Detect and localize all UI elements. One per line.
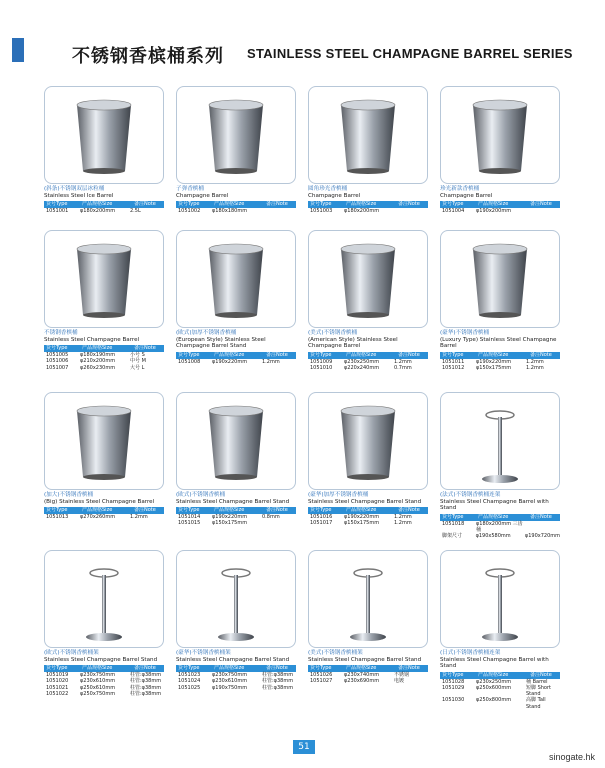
spec-code: 1051001 bbox=[46, 208, 69, 215]
product-name-cn: (豪华)不锈钢香槟桶架 bbox=[176, 650, 231, 656]
spec-header-size: 产品规格Size bbox=[346, 507, 377, 514]
spec-row bbox=[176, 685, 296, 691]
spec-row bbox=[440, 521, 560, 533]
product-caption bbox=[440, 492, 560, 539]
spec-size: φ210x200mm bbox=[80, 358, 116, 365]
spec-header-note: 备注Note bbox=[398, 201, 420, 208]
spec-header-note: 备注Note bbox=[266, 351, 288, 358]
spec-size: φ270x260mm bbox=[80, 514, 116, 521]
spec-row bbox=[44, 691, 164, 697]
spec-code: 1051019 bbox=[46, 672, 69, 679]
spec-header-code: 货号Type bbox=[310, 351, 332, 358]
spec-code: 1051005 bbox=[46, 352, 69, 359]
product-caption bbox=[44, 330, 164, 371]
barrel-image bbox=[177, 231, 295, 327]
product-name-cn: 子弹香槟桶 bbox=[176, 186, 204, 192]
spec-note: 大号 L bbox=[130, 364, 145, 371]
spec-note: 1.2mm bbox=[394, 358, 412, 365]
spec-header-code: 货号Type bbox=[442, 201, 464, 208]
product-name-en: (American Style) Stainless Steel Champagne Barrel bbox=[308, 336, 398, 350]
product-caption bbox=[440, 186, 560, 214]
product-photo bbox=[308, 86, 428, 184]
spec-header-note: 备注Note bbox=[266, 507, 288, 514]
product-photo bbox=[44, 230, 164, 328]
product-name-cn: (欧式)不锈钢香槟桶架 bbox=[44, 650, 99, 656]
spec-row bbox=[308, 208, 428, 214]
spec-header-note: 备注Note bbox=[134, 507, 156, 514]
spec-table-header bbox=[176, 507, 296, 514]
product-name-en: (European Style) Stainless Steel Champagne Barrel Stand bbox=[176, 336, 266, 350]
spec-size: φ190x220mm bbox=[212, 358, 248, 365]
barrel-stand-image bbox=[177, 551, 295, 647]
spec-row bbox=[44, 208, 164, 214]
spec-header-note: 备注Note bbox=[530, 671, 552, 678]
product-caption bbox=[176, 492, 296, 527]
product-name-en: Stainless Steel Champagne Barrel with Stand bbox=[440, 656, 549, 670]
spec-row bbox=[176, 208, 296, 214]
spec-row bbox=[44, 365, 164, 371]
product-name-cn: (欧式)加厚不锈钢香槟桶 bbox=[176, 330, 237, 336]
spec-size: φ190x220mm bbox=[476, 358, 512, 365]
spec-table-header bbox=[44, 201, 164, 208]
spec-header-code: 货号Type bbox=[178, 507, 200, 514]
spec-size: φ190x200mm bbox=[476, 208, 512, 215]
spec-note: 1.2mm bbox=[394, 514, 412, 521]
spec-code: 1051021 bbox=[46, 684, 69, 691]
product-photo bbox=[308, 550, 428, 648]
spec-note: 中号 M bbox=[130, 358, 146, 365]
product-name-en: Champagne Barrel bbox=[440, 192, 493, 199]
spec-size: φ250x610mm bbox=[80, 684, 116, 691]
spec-table-header bbox=[440, 352, 560, 359]
product-name-cn: (加大)不锈钢香槟桶 bbox=[44, 492, 94, 498]
title-english: STAINLESS STEEL CHAMPAGNE BARREL SERIES bbox=[247, 46, 573, 61]
spec-header-size: 产品规格Size bbox=[214, 507, 245, 514]
spec-size: φ220x240mm bbox=[344, 364, 380, 371]
product-caption bbox=[176, 650, 296, 691]
product-caption bbox=[44, 186, 164, 214]
product-photo bbox=[440, 550, 560, 648]
product-caption bbox=[44, 492, 164, 520]
spec-row bbox=[440, 685, 560, 697]
spec-table-header bbox=[176, 352, 296, 359]
spec-code: 1051010 bbox=[310, 364, 333, 371]
product-photo bbox=[176, 230, 296, 328]
spec-note: 桶 Barrel bbox=[526, 678, 548, 685]
spec-code: 1051023 bbox=[178, 672, 201, 679]
spec-size: φ180x200mm bbox=[80, 208, 116, 215]
spec-header-size: 产品规格Size bbox=[82, 665, 113, 672]
product-name-en: Stainless Steel Champagne Barrel Stand bbox=[176, 498, 290, 505]
product-name-en: Champagne Barrel bbox=[176, 192, 229, 199]
spec-table-header bbox=[440, 514, 560, 521]
product-photo bbox=[440, 86, 560, 184]
product-photo bbox=[176, 392, 296, 490]
spec-row bbox=[440, 697, 560, 709]
barrel-stand-image bbox=[441, 393, 559, 489]
spec-code: 1051015 bbox=[178, 520, 201, 527]
spec-note: 不锈钢 bbox=[394, 672, 410, 679]
spec-size: φ230x610mm bbox=[80, 678, 116, 685]
product-name-en: Champagne Barrel bbox=[308, 192, 361, 199]
site-watermark: sinogate.hk bbox=[548, 752, 595, 762]
spec-row bbox=[308, 678, 428, 684]
spec-header-code: 货号Type bbox=[310, 507, 332, 514]
product-name-cn: 珍光新款香槟桶 bbox=[440, 186, 480, 192]
spec-code: 1051025 bbox=[178, 684, 201, 691]
product-photo bbox=[44, 550, 164, 648]
barrel-stand-image bbox=[45, 551, 163, 647]
product-caption bbox=[308, 650, 428, 685]
product-name-cn: 不锈钢香槟桶 bbox=[44, 330, 78, 336]
spec-size: φ190x580mm bbox=[475, 533, 511, 540]
spec-note: φ190x720mm bbox=[524, 533, 560, 540]
spec-size: φ230x750mm bbox=[212, 672, 248, 679]
spec-code: 1051009 bbox=[310, 358, 333, 365]
spec-note: 柱管:φ38mm bbox=[130, 684, 162, 691]
spec-header-note: 备注Note bbox=[134, 665, 156, 672]
product-photo bbox=[44, 392, 164, 490]
spec-header-size: 产品规格Size bbox=[214, 201, 245, 208]
spec-header-note: 备注Note bbox=[530, 351, 552, 358]
spec-note: 电镀 bbox=[394, 678, 405, 685]
product-caption bbox=[176, 330, 296, 365]
spec-row bbox=[44, 514, 164, 520]
spec-code: 1051014 bbox=[178, 514, 201, 521]
product-name-en: (Luxury Type) Stainless Steel Champagne Barrel bbox=[440, 336, 557, 350]
spec-note: 0.8mm bbox=[262, 514, 280, 521]
product-photo bbox=[308, 392, 428, 490]
barrel-image bbox=[441, 87, 559, 183]
spec-table-header bbox=[176, 201, 296, 208]
product-name-cn: (豪华)不锈钢香槟桶 bbox=[440, 330, 490, 336]
barrel-image bbox=[45, 231, 163, 327]
barrel-image bbox=[45, 87, 163, 183]
barrel-image bbox=[309, 393, 427, 489]
product-name-cn: (欧式)不锈钢香槟桶 bbox=[176, 492, 226, 498]
spec-code: 1051016 bbox=[310, 514, 333, 521]
spec-header-note: 备注Note bbox=[530, 513, 552, 520]
spec-header-note: 备注Note bbox=[530, 201, 552, 208]
spec-header-code: 货号Type bbox=[442, 351, 464, 358]
spec-note bbox=[262, 208, 296, 214]
product-caption bbox=[440, 330, 560, 371]
spec-header-code: 货号Type bbox=[46, 201, 68, 208]
spec-header-size: 产品规格Size bbox=[82, 201, 113, 208]
product-name-cn: 圆角珍光香槟桶 bbox=[308, 186, 348, 192]
spec-code: 1051012 bbox=[442, 364, 465, 371]
spec-header-code: 货号Type bbox=[310, 665, 332, 672]
spec-note: 1.2mm bbox=[526, 364, 544, 371]
spec-note bbox=[394, 208, 428, 214]
spec-code: 1051013 bbox=[46, 514, 69, 521]
spec-header-note: 备注Note bbox=[398, 665, 420, 672]
spec-code: 1051029 bbox=[442, 684, 465, 691]
spec-table-header bbox=[440, 672, 560, 679]
spec-header-code: 货号Type bbox=[178, 665, 200, 672]
spec-table-header bbox=[308, 352, 428, 359]
spec-size: φ150x175mm bbox=[476, 364, 512, 371]
product-name-en: Stainless Steel Champagne Barrel Stand bbox=[308, 498, 422, 505]
spec-note: 柱管:φ38mm bbox=[262, 678, 294, 685]
barrel-image bbox=[177, 393, 295, 489]
product-name-cn: (美式)不锈钢香槟桶架 bbox=[308, 650, 363, 656]
spec-header-size: 产品规格Size bbox=[346, 201, 377, 208]
barrel-image bbox=[441, 231, 559, 327]
product-photo bbox=[440, 392, 560, 490]
spec-size: φ230x690mm bbox=[344, 678, 380, 685]
spec-row bbox=[440, 533, 560, 539]
spec-code: 1051018 bbox=[442, 520, 465, 527]
spec-size: φ190x220mm bbox=[212, 514, 248, 521]
spec-note: 0.7mm bbox=[394, 364, 412, 371]
product-photo bbox=[176, 86, 296, 184]
spec-size: φ230x250mm bbox=[344, 358, 380, 365]
spec-size: φ230x250mm bbox=[476, 678, 512, 685]
spec-size: φ190x220mm bbox=[344, 514, 380, 521]
title-chinese: 不锈钢香槟桶系列 bbox=[72, 46, 224, 67]
spec-size: φ230x610mm bbox=[212, 678, 248, 685]
spec-code: 1051017 bbox=[310, 520, 333, 527]
spec-header-size: 产品规格Size bbox=[346, 665, 377, 672]
spec-header-code: 货号Type bbox=[46, 345, 68, 352]
spec-table-header bbox=[44, 507, 164, 514]
page-header bbox=[12, 38, 597, 68]
product-photo bbox=[308, 230, 428, 328]
product-name-cn: (斜条)不锈钢双层冰粒桶 bbox=[44, 186, 105, 192]
spec-note bbox=[262, 520, 296, 526]
barrel-image bbox=[45, 393, 163, 489]
spec-note: 短脚 Short Stand bbox=[526, 684, 552, 698]
spec-size: φ230x750mm bbox=[80, 672, 116, 679]
spec-note: 1.2mm bbox=[262, 358, 280, 365]
product-photo bbox=[176, 550, 296, 648]
product-name-cn: (法式)不锈钢香槟桶连架 bbox=[440, 492, 501, 498]
spec-header-size: 产品规格Size bbox=[82, 507, 113, 514]
product-name-cn: (豪华)加厚不锈钢香槟桶 bbox=[308, 492, 369, 498]
spec-header-code: 货号Type bbox=[178, 351, 200, 358]
spec-header-note: 备注Note bbox=[398, 507, 420, 514]
spec-header-code: 货号Type bbox=[46, 507, 68, 514]
spec-code: 1051030 bbox=[442, 697, 465, 704]
spec-size: φ250x800mm bbox=[476, 697, 512, 704]
spec-code: 1051026 bbox=[310, 672, 333, 679]
spec-size: φ180x200mm bbox=[344, 208, 380, 215]
spec-note: 柱管:φ38mm bbox=[262, 672, 294, 679]
product-name-en: Stainless Steel Champagne Barrel with Stand bbox=[440, 498, 549, 512]
spec-row bbox=[308, 365, 428, 371]
spec-header-code: 货号Type bbox=[178, 201, 200, 208]
spec-header-note: 备注Note bbox=[134, 201, 156, 208]
spec-code: 脚架尺寸 bbox=[442, 533, 463, 540]
spec-size: φ260x230mm bbox=[80, 364, 116, 371]
spec-size: φ150x175mm bbox=[212, 520, 248, 527]
barrel-image bbox=[309, 87, 427, 183]
spec-code: 1051008 bbox=[178, 358, 201, 365]
spec-note: 柱管:φ38mm bbox=[130, 690, 162, 697]
page-number: 51 bbox=[293, 740, 315, 754]
spec-header-size: 产品规格Size bbox=[478, 351, 509, 358]
product-name-cn: (日式)不锈钢香槟桶连架 bbox=[440, 650, 501, 656]
title-accent-bar bbox=[12, 38, 24, 62]
spec-header-note: 备注Note bbox=[134, 345, 156, 352]
spec-size: φ180x190mm bbox=[80, 352, 116, 359]
spec-note bbox=[526, 208, 560, 214]
spec-code: 1051002 bbox=[178, 208, 201, 215]
spec-code: 1051028 bbox=[442, 678, 465, 685]
spec-size: φ250x750mm bbox=[80, 690, 116, 697]
spec-header-note: 备注Note bbox=[266, 665, 288, 672]
spec-note: 小号 S bbox=[130, 352, 145, 359]
spec-header-size: 产品规格Size bbox=[214, 351, 245, 358]
spec-note: 柱管:φ38mm bbox=[130, 678, 162, 685]
barrel-image bbox=[177, 87, 295, 183]
product-name-en: (Big) Stainless Steel Champagne Barrel bbox=[44, 498, 155, 505]
spec-table-header bbox=[308, 201, 428, 208]
spec-size: φ180x200mm 三齿桶 bbox=[476, 520, 523, 533]
spec-size: φ230x740mm bbox=[344, 672, 380, 679]
spec-header-size: 产品规格Size bbox=[478, 201, 509, 208]
spec-row bbox=[440, 208, 560, 214]
spec-code: 1051024 bbox=[178, 678, 201, 685]
spec-code: 1051027 bbox=[310, 678, 333, 685]
spec-note: 1.2mm bbox=[130, 514, 148, 521]
product-photo bbox=[44, 86, 164, 184]
spec-header-size: 产品规格Size bbox=[82, 345, 113, 352]
spec-note: 2.5L bbox=[130, 208, 141, 215]
spec-note: 柱管:φ38mm bbox=[262, 684, 294, 691]
product-caption bbox=[308, 186, 428, 214]
spec-note bbox=[526, 521, 560, 533]
spec-header-code: 货号Type bbox=[310, 201, 332, 208]
barrel-image bbox=[309, 231, 427, 327]
spec-note: 1.2mm bbox=[394, 520, 412, 527]
product-name-en: Stainless Steel Ice Barrel bbox=[44, 192, 114, 199]
spec-table-header bbox=[308, 507, 428, 514]
spec-code: 1051011 bbox=[442, 358, 465, 365]
spec-code: 1051007 bbox=[46, 364, 69, 371]
product-name-cn: (美式)不锈钢香槟桶 bbox=[308, 330, 358, 336]
spec-header-note: 备注Note bbox=[398, 351, 420, 358]
spec-header-size: 产品规格Size bbox=[214, 665, 245, 672]
spec-header-note: 备注Note bbox=[266, 201, 288, 208]
spec-size: φ180x180mm bbox=[212, 208, 248, 215]
spec-code: 1051022 bbox=[46, 690, 69, 697]
spec-note: 柱管:φ38mm bbox=[130, 672, 162, 679]
spec-header-code: 货号Type bbox=[46, 665, 68, 672]
product-caption bbox=[308, 492, 428, 527]
product-caption bbox=[308, 330, 428, 371]
product-caption bbox=[44, 650, 164, 697]
spec-size: φ250x600mm bbox=[476, 684, 512, 691]
spec-size: φ190x750mm bbox=[212, 684, 248, 691]
spec-header-size: 产品规格Size bbox=[478, 513, 509, 520]
spec-table-header bbox=[440, 201, 560, 208]
spec-row bbox=[176, 520, 296, 526]
spec-code: 1051003 bbox=[310, 208, 333, 215]
product-name-en: Stainless Steel Champagne Barrel Stand bbox=[308, 656, 422, 663]
product-name-en: Stainless Steel Champagne Barrel Stand bbox=[44, 656, 158, 663]
spec-header-code: 货号Type bbox=[442, 513, 464, 520]
spec-code: 1051020 bbox=[46, 678, 69, 685]
spec-note: 高脚 Tall Stand bbox=[526, 697, 546, 710]
spec-table-header bbox=[44, 345, 164, 352]
barrel-stand-image bbox=[309, 551, 427, 647]
spec-code: 1051006 bbox=[46, 358, 69, 365]
product-caption bbox=[176, 186, 296, 214]
product-name-en: Stainless Steel Champagne Barrel Stand bbox=[176, 656, 290, 663]
spec-note: 1.2mm bbox=[526, 358, 544, 365]
spec-row bbox=[440, 365, 560, 371]
barrel-stand-image bbox=[441, 551, 559, 647]
spec-header-size: 产品规格Size bbox=[346, 351, 377, 358]
spec-header-size: 产品规格Size bbox=[478, 671, 509, 678]
product-caption bbox=[440, 650, 560, 710]
spec-code: 1051004 bbox=[442, 208, 465, 215]
spec-header-code: 货号Type bbox=[442, 671, 464, 678]
spec-size: φ150x175mm bbox=[344, 520, 380, 527]
spec-table-header bbox=[308, 665, 428, 672]
product-name-en: Stainless Steel Champagne Barrel bbox=[44, 336, 140, 343]
spec-row bbox=[308, 520, 428, 526]
spec-row bbox=[176, 359, 296, 365]
product-photo bbox=[440, 230, 560, 328]
